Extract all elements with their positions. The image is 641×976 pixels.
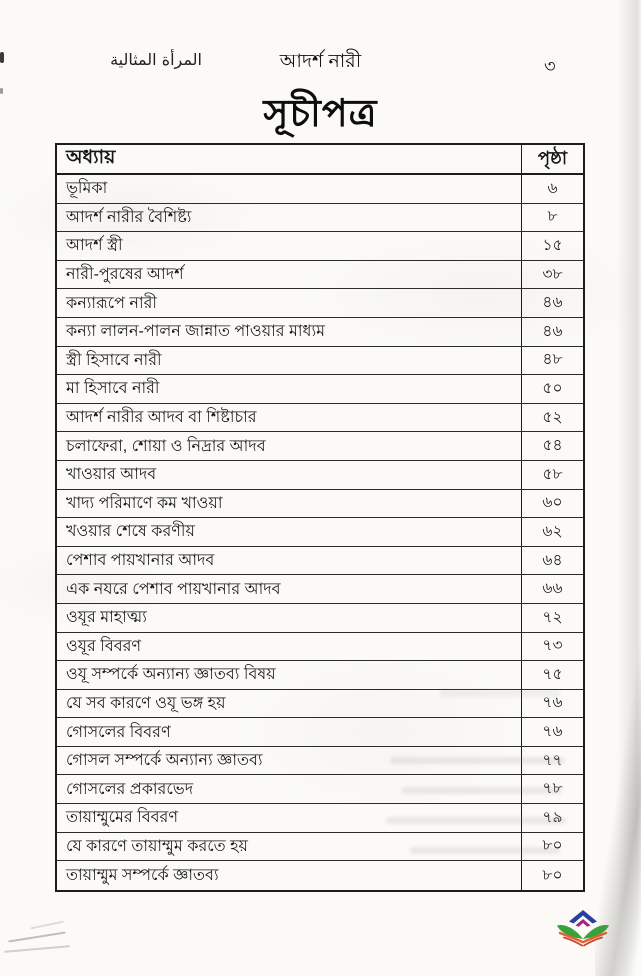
toc-page-cell: ৫২ — [521, 404, 583, 432]
toc-chapter-cell: যে সব কারণে ওযূ ভঙ্গ হয় — [66, 694, 226, 712]
table-row — [57, 461, 583, 490]
toc-chapter-cell: ওযূর মাহাত্ম্য — [66, 609, 147, 627]
toc-chapter-cell: আদর্শ নারীর আদব বা শিষ্টাচার — [66, 409, 257, 427]
toc-chapter-cell: এক নযরে পেশাব পায়খানার আদব — [66, 580, 281, 598]
bleedthrough-mark — [402, 787, 562, 794]
toc-chapter-cell: ওযূর বিবরণ — [66, 637, 142, 655]
book-title: আদর্শ নারী — [279, 51, 362, 72]
table-row — [57, 232, 583, 261]
toc-chapter-cell: নারী-পুরষের আদর্শ — [66, 266, 184, 284]
logo-magenta-chevron — [576, 919, 591, 927]
table-row — [57, 404, 583, 433]
table-row — [57, 375, 583, 404]
bleedthrough-mark — [386, 817, 566, 824]
toc-page-cell: ৭৫ — [521, 661, 583, 689]
toc-chapter-cell: গোসল সম্পর্কে অন্যান্য জ্ঞাতব্য — [66, 752, 263, 770]
page-title: সূচীপত্র — [263, 93, 378, 135]
toc-page-cell: ৭৮ — [521, 775, 583, 803]
toc-page-cell: ৭৬ — [521, 718, 583, 746]
table-row — [57, 289, 583, 318]
table-row — [57, 633, 583, 662]
table-row — [57, 261, 583, 290]
toc-header-page: পৃষ্ঠা — [521, 145, 583, 173]
table-row — [57, 347, 583, 376]
folio-page-number: ৩ — [544, 56, 556, 76]
toc-chapter-cell: তায়াম্মুমের বিবরণ — [66, 809, 179, 827]
toc-header-row — [57, 145, 583, 175]
pencil-scribble — [30, 920, 64, 929]
toc-chapter-cell: যে কারণে তায়াম্মুম করতে হয় — [66, 837, 248, 855]
toc-chapter-cell: আদর্শ নারীর বৈশিষ্ট্য — [66, 208, 192, 226]
toc-page-cell: ১৫ — [521, 232, 583, 260]
table-row — [57, 718, 583, 747]
toc-header-chapter: অধ্যায় — [66, 147, 116, 168]
table-row — [57, 861, 583, 890]
scan-speck — [0, 52, 4, 63]
toc-chapter-cell: স্ত্রী হিসাবে নারী — [66, 351, 162, 369]
toc-page-cell: ৫০ — [521, 375, 583, 403]
toc-page-cell: ৭৯ — [521, 804, 583, 832]
toc-page-cell: ৭২ — [521, 604, 583, 632]
bleedthrough-mark — [390, 757, 565, 764]
table-row — [57, 318, 583, 347]
toc-page-cell: ৭৬ — [521, 690, 583, 718]
toc-page-cell: ৬০ — [521, 490, 583, 518]
toc-chapter-cell: খাওয়ার আদব — [66, 466, 157, 484]
toc-page-cell: ৪৮ — [521, 347, 583, 375]
toc-chapter-cell: গোসলের প্রকারভেদ — [66, 780, 194, 798]
table-row — [57, 204, 583, 233]
table-row — [57, 604, 583, 633]
table-row — [57, 432, 583, 461]
table-row — [57, 547, 583, 576]
toc-page-cell: ৬২ — [521, 518, 583, 546]
toc-table — [55, 143, 585, 892]
toc-chapter-cell: মা হিসাবে নারী — [66, 380, 160, 398]
toc-chapter-cell: কন্যা লালন-পালন জান্নাত পাওয়ার মাধ্যম — [66, 323, 326, 341]
toc-page-cell: ৮০ — [521, 861, 583, 890]
toc-page-cell: ৭৭ — [521, 747, 583, 775]
table-row — [57, 490, 583, 519]
toc-page-cell: ৮ — [521, 204, 583, 232]
toc-chapter-cell: চলাফেরা, শোয়া ও নিদ্রার আদব — [66, 437, 266, 455]
toc-chapter-cell: খওয়ার শেষে করণীয় — [66, 523, 195, 541]
toc-chapter-cell: খাদ্য পরিমাণে কম খাওয়া — [66, 494, 223, 512]
toc-chapter-cell: ওযূ সম্পর্কে অন্যান্য জ্ঞাতব্য বিষয় — [66, 666, 276, 684]
toc-page-cell: ৪৬ — [521, 318, 583, 346]
pencil-scribble — [8, 931, 66, 942]
toc-chapter-cell: পেশাব পায়খানার আদব — [66, 552, 215, 570]
toc-rows — [57, 175, 583, 890]
toc-page-cell: ৮০ — [521, 833, 583, 861]
arabic-book-title: المرأة المثالية — [110, 50, 202, 69]
toc-chapter-cell: গোসলের বিবরণ — [66, 723, 171, 741]
toc-page-cell: ৬৪ — [521, 547, 583, 575]
scan-speck — [0, 88, 3, 94]
toc-page-cell: ৬ — [521, 175, 583, 203]
table-row — [57, 175, 583, 204]
toc-chapter-cell: কন্যারূপে নারী — [66, 294, 157, 312]
table-row — [57, 661, 583, 690]
publisher-book-logo-icon — [556, 908, 610, 954]
toc-page-cell: ৫৮ — [521, 461, 583, 489]
toc-chapter-cell: তায়াম্মুম সম্পর্কে জ্ঞাতব্য — [66, 867, 219, 885]
table-row — [57, 575, 583, 604]
bleedthrough-mark — [410, 847, 560, 854]
table-row — [57, 518, 583, 547]
toc-page-cell: ৫৪ — [521, 432, 583, 460]
toc-page-cell: ৪৬ — [521, 289, 583, 317]
pencil-scribble — [4, 945, 70, 953]
toc-page-cell: ৭৩ — [521, 633, 583, 661]
bleedthrough-mark — [440, 690, 560, 697]
toc-chapter-cell: আদর্শ স্ত্রী — [66, 237, 123, 255]
toc-page-cell: ৬৬ — [521, 575, 583, 603]
toc-chapter-cell: ভূমিকা — [66, 180, 108, 198]
toc-page-cell: ৩৮ — [521, 261, 583, 289]
